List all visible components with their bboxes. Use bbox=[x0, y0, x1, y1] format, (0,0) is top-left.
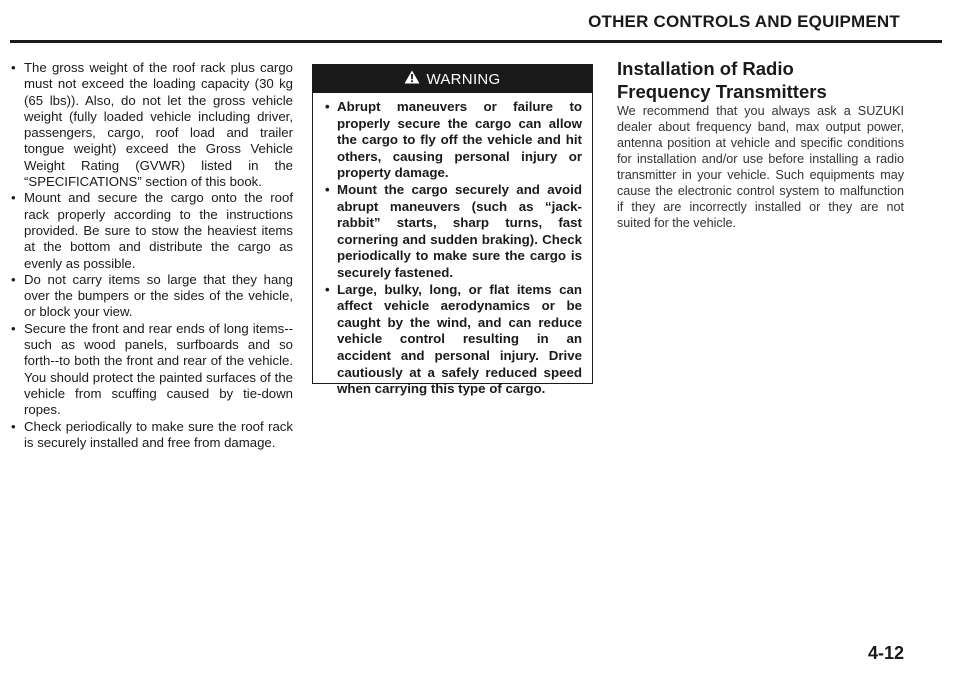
section-title-line: Installation of Radio bbox=[617, 58, 794, 79]
list-item-text: Check periodically to make sure the roof rack is securely installed and free from damage. bbox=[24, 418, 293, 450]
list-item bbox=[8, 190, 293, 271]
bullet-dot: • bbox=[11, 320, 16, 336]
page-number: 4-12 bbox=[868, 643, 905, 663]
warning-item-text: Large, bulky, long, or flat items can affect vehicle aerodynamics or be caught by the wind, and can reduce vehicle control resulting in an accident and personal injury. Drive cautiously at a safely reduced speed when carrying this type of cargo. bbox=[337, 281, 582, 397]
list-item-text: The gross weight of the roof rack plus cargo must not exceed the loading capacity (30 kg (65 lbs)). Also, do not let the gross vehicle weight (fully loaded vehicle including driver, passengers, cargo, roof load and trailer tongue weight) exceed the Gross Vehicle Weight Rating (GVWR) listed in the “SPECIFICATIONS” section of this book. bbox=[24, 60, 293, 190]
list-item-text: Do not carry items so large that they hang over the bumpers or the sides of the vehicle, or block your view. bbox=[24, 271, 293, 320]
list-item-text: Secure the front and rear ends of long items--such as wood panels, surfboards and so forth--to both the front and rear of the vehicle. You should protect the painted surfaces of the vehicle from scuffing caused by tie-down ropes. bbox=[24, 320, 293, 418]
page-header-title: OTHER CONTROLS AND EQUIPMENT bbox=[588, 12, 900, 31]
warning-item bbox=[325, 182, 582, 282]
bullet-dot: • bbox=[11, 418, 16, 434]
section-body: We recommend that you always ask a SUZUKI dealer about frequency band, max output power, antenna position at vehicle and specific conditions for installation and/or use before installing a radio transmitter in your vehicle. Such equipments may cause the electronic control system to malfunction if they are incorrectly installed or they are not suited for the vehicle. bbox=[617, 104, 904, 230]
list-item bbox=[8, 321, 293, 419]
warning-item-text: Abrupt maneuvers or failure to properly secure the cargo can allow the cargo to fly off the vehicle and hit others, causing personal injury or property damage. bbox=[337, 99, 582, 181]
left-column-list bbox=[8, 60, 293, 451]
warning-list bbox=[313, 93, 592, 398]
warning-item-text: Mount the cargo securely and avoid abrupt maneuvers (such as “jack-rabbit” starts, sharp turns, fast cornering and sudden braking). Check periodically to make sure the cargo is securely fastened. bbox=[337, 181, 582, 280]
warning-box bbox=[312, 64, 593, 397]
warning-header bbox=[313, 65, 592, 93]
bullet-dot: • bbox=[325, 181, 330, 197]
list-item bbox=[8, 272, 293, 321]
bullet-dot: • bbox=[325, 281, 330, 297]
list-item bbox=[8, 60, 293, 190]
list-item-text: Mount and secure the cargo onto the roof rack properly according to the instructions provided. Be sure to stow the heaviest items at the bottom and distribute the cargo as evenly as possible. bbox=[24, 190, 293, 271]
warning-item bbox=[325, 99, 582, 182]
bullet-dot: • bbox=[11, 190, 16, 206]
warning-title: WARNING bbox=[426, 70, 501, 88]
bullet-dot: • bbox=[11, 271, 16, 287]
section-title-line: Frequency Transmitters bbox=[617, 81, 827, 102]
list-item bbox=[8, 419, 293, 452]
section-title bbox=[617, 57, 917, 103]
bullet-dot: • bbox=[325, 99, 330, 114]
bullet-dot: • bbox=[11, 60, 16, 75]
warning-item bbox=[325, 282, 582, 398]
warning-triangle-icon bbox=[404, 70, 420, 88]
header-rule bbox=[10, 40, 942, 43]
